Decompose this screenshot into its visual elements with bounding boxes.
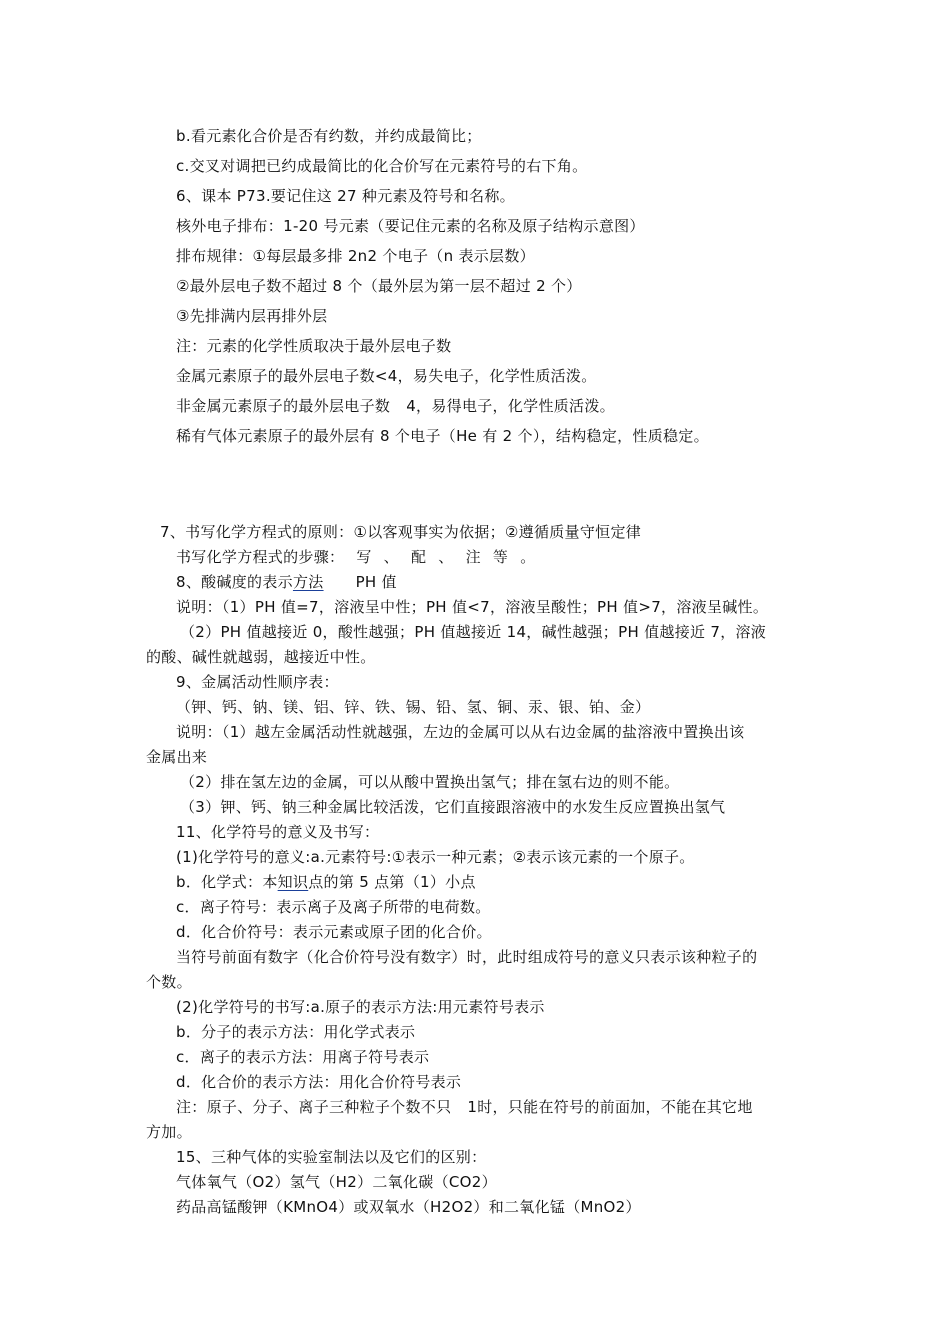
text-line: [176, 872, 476, 892]
text-line: 说明：（1）越左金属活动性就越强，左边的金属可以从右边金属的盐溶液中置换出该: [176, 723, 745, 741]
text-line: ②最外层电子数不超过 8 个（最外层为第一层不超过 2 个）: [176, 277, 582, 295]
text-line: 金属元素原子的最外层电子数<4，易失电子，化学性质活泼。: [176, 367, 597, 385]
step-annotate: 注: [465, 548, 481, 566]
text-line: 排布规律：①每层最多排 2n2 个电子（n 表示层数）: [176, 247, 535, 265]
text-segment: b．化学式：本: [176, 873, 278, 891]
text-line: c．离子的表示方法：用离子符号表示: [176, 1048, 430, 1066]
text-line: 药品高锰酸钾（KMnO4）或双氧水（H2O2）和二氧化锰（MnO2）: [176, 1198, 641, 1216]
text-segment: 8、酸碱度的表示: [176, 573, 293, 591]
text-line: b．分子的表示方法：用化学式表示: [176, 1023, 416, 1041]
text-line: 方加。: [146, 1123, 192, 1141]
text-line: d．化合价符号：表示元素或原子团的化合价。: [176, 923, 492, 941]
text-line: 的酸、碱性就越弱，越接近中性。: [146, 648, 376, 666]
text-line: 7、书写化学方程式的原则：①以客观事实为依据；②遵循质量守恒定律: [160, 523, 642, 541]
text-segment: 4，易得电子，化学性质活泼。: [406, 397, 615, 415]
text-segment: 非金属元素原子的最外层电子数: [176, 397, 391, 415]
text-segment: 书写化学方程式的步骤：: [176, 548, 345, 566]
text-line: （3）钾、钙、钠三种金属比较活泼，它们直接跟溶液中的水发生反应置换出氢气: [180, 798, 726, 816]
text-line: 注：元素的化学性质取决于最外层电子数: [176, 337, 452, 355]
text-line: 稀有气体元素原子的最外层有 8 个电子（He 有 2 个），结构稳定，性质稳定。: [176, 427, 709, 445]
text-line: 个数。: [146, 973, 192, 991]
text-line: 核外电子排布：1-20 号元素（要记住元素的名称及原子结构示意图）: [176, 217, 645, 235]
text-line: d．化合价的表示方法：用化合价符号表示: [176, 1073, 462, 1091]
text-segment: 1时，只能在符号的前面加，不能在其它地: [467, 1098, 753, 1116]
text-line: c．离子符号：表示离子及离子所带的电荷数。: [176, 898, 491, 916]
text-segment: 点的第 5 点第（1）小点: [308, 873, 476, 891]
text-segment: PH 值: [355, 573, 397, 591]
text-line: (1)化学符号的意义:a.元素符号:①表示一种元素；②表示该元素的一个原子。: [176, 848, 695, 866]
text-line: [176, 396, 615, 416]
step-balance: 配: [410, 548, 427, 566]
link-knowledge[interactable]: 知识: [277, 873, 309, 891]
text-line: c.交叉对调把已约成最简比的化合价写在元素符号的右下角。: [176, 157, 588, 175]
text-line: 当符号前面有数字（化合价符号没有数字）时，此时组成符号的意义只表示该种粒子的: [176, 948, 758, 966]
step-equal: 等: [492, 548, 509, 566]
text-line: （2）排在氢左边的金属，可以从酸中置换出氢气；排在氢右边的则不能。: [180, 773, 680, 791]
step-write: 写: [356, 548, 372, 566]
text-line: (2)化学符号的书写:a.原子的表示方法:用元素符号表示: [176, 998, 545, 1016]
text-line: （钾、钙、钠、镁、铝、锌、铁、锡、铅、氢、铜、汞、银、铂、金）: [176, 698, 651, 716]
text-line: [176, 572, 397, 592]
text-line: [176, 547, 536, 567]
text-line: ③先排满内层再排外层: [176, 307, 328, 325]
text-line: 气体氧气（O2）氢气（H2）二氧化碳（CO2）: [176, 1173, 497, 1191]
text-line: 6、课本 P73.要记住这 27 种元素及符号和名称。: [176, 187, 515, 205]
text-line: 15、三种气体的实验室制法以及它们的区别：: [176, 1148, 487, 1166]
link-method[interactable]: 方法: [292, 573, 324, 591]
text-line: 11、化学符号的意义及书写：: [176, 823, 380, 841]
text-line: b.看元素化合价是否有约数，并约成最简比；: [176, 127, 482, 145]
separator: 、: [383, 548, 399, 566]
text-line: 说明：（1）PH 值=7，溶液呈中性；PH 值<7，溶液呈酸性；PH 值>7，溶液呈碱性。: [176, 598, 769, 616]
text-line: [176, 1097, 753, 1117]
text-line: 9、金属活动性顺序表：: [176, 673, 339, 691]
text-line: （2）PH 值越接近 0，酸性越强；PH 值越接近 14，碱性越强；PH 值越接近 7，溶液: [180, 623, 767, 641]
separator: 、: [438, 548, 454, 566]
text-segment: 注：原子、分子、离子三种粒子个数不只: [176, 1098, 452, 1116]
text-line: 金属出来: [146, 748, 208, 766]
period: 。: [520, 548, 536, 566]
